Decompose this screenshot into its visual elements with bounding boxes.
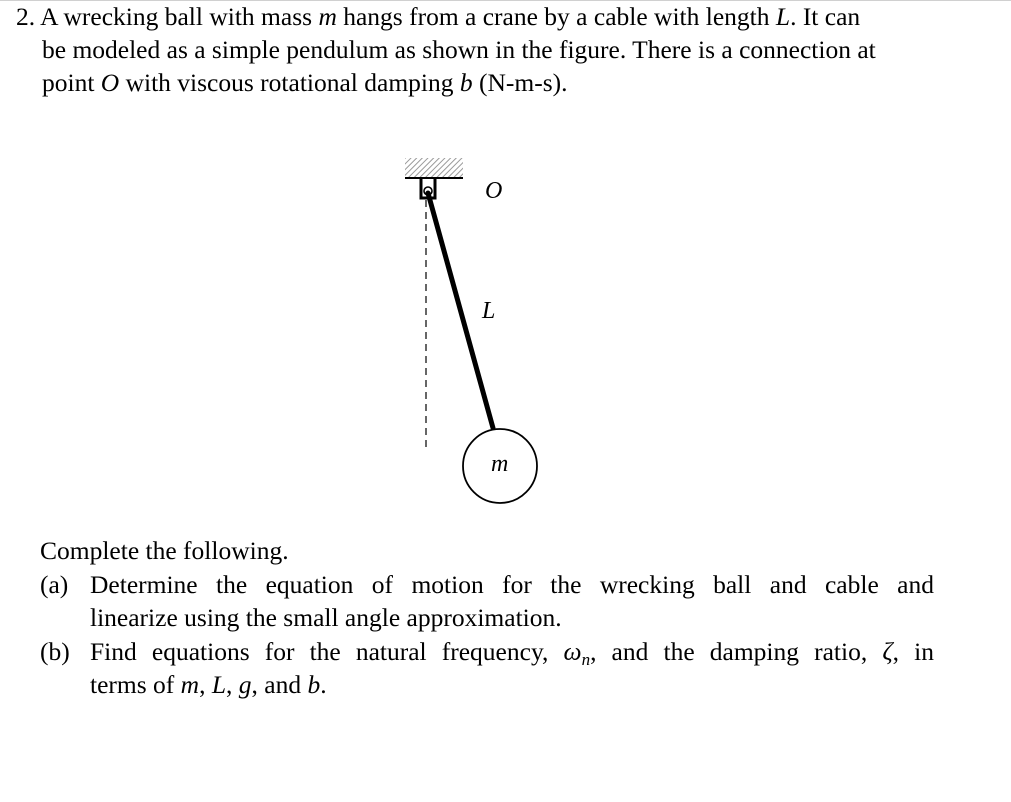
problem-line-1: 2. A wrecking ball with mass m hangs from a crane by a cable with length L. It can: [16, 2, 861, 31]
task-b-tag: (b): [40, 636, 70, 666]
problem-line-2: be modeled as a simple pendulum as shown in the figure. There is a connection at: [42, 35, 876, 64]
task-b-line-2: terms of m, L, g, and b.: [90, 670, 327, 699]
problem-statement: [16, 0, 946, 99]
mass-label: m: [491, 451, 509, 477]
task-a-line-2: linearize using the small angle approximation.: [90, 603, 562, 632]
pivot-label: O: [485, 178, 503, 204]
task-a-line-1: Determine the equation of motion for the wrecking ball and cable and: [90, 569, 934, 599]
omega-symbol: ω: [563, 636, 582, 666]
task-a-body: [90, 568, 934, 635]
pendulum-diagram: [390, 150, 560, 515]
task-a: [40, 568, 940, 635]
cable-label: L: [482, 298, 496, 324]
problem-line-3: point O with viscous rotational damping b (N-m-s).: [42, 68, 568, 97]
task-a-tag: (a): [40, 569, 69, 599]
ceiling-hatch: [405, 158, 463, 178]
task-b: [40, 635, 940, 702]
pendulum-figure: [390, 150, 560, 515]
task-b-body: [90, 635, 934, 702]
tasks-intro: Complete the following.: [40, 536, 289, 565]
problem-number: 2.: [16, 2, 36, 31]
task-b-line-1: Find equations for the natural frequency, $\omega_n$, and the damping ratio, ζ, in: [90, 636, 934, 669]
zeta-symbol: ζ: [882, 636, 893, 666]
tasks-section: [40, 534, 940, 702]
